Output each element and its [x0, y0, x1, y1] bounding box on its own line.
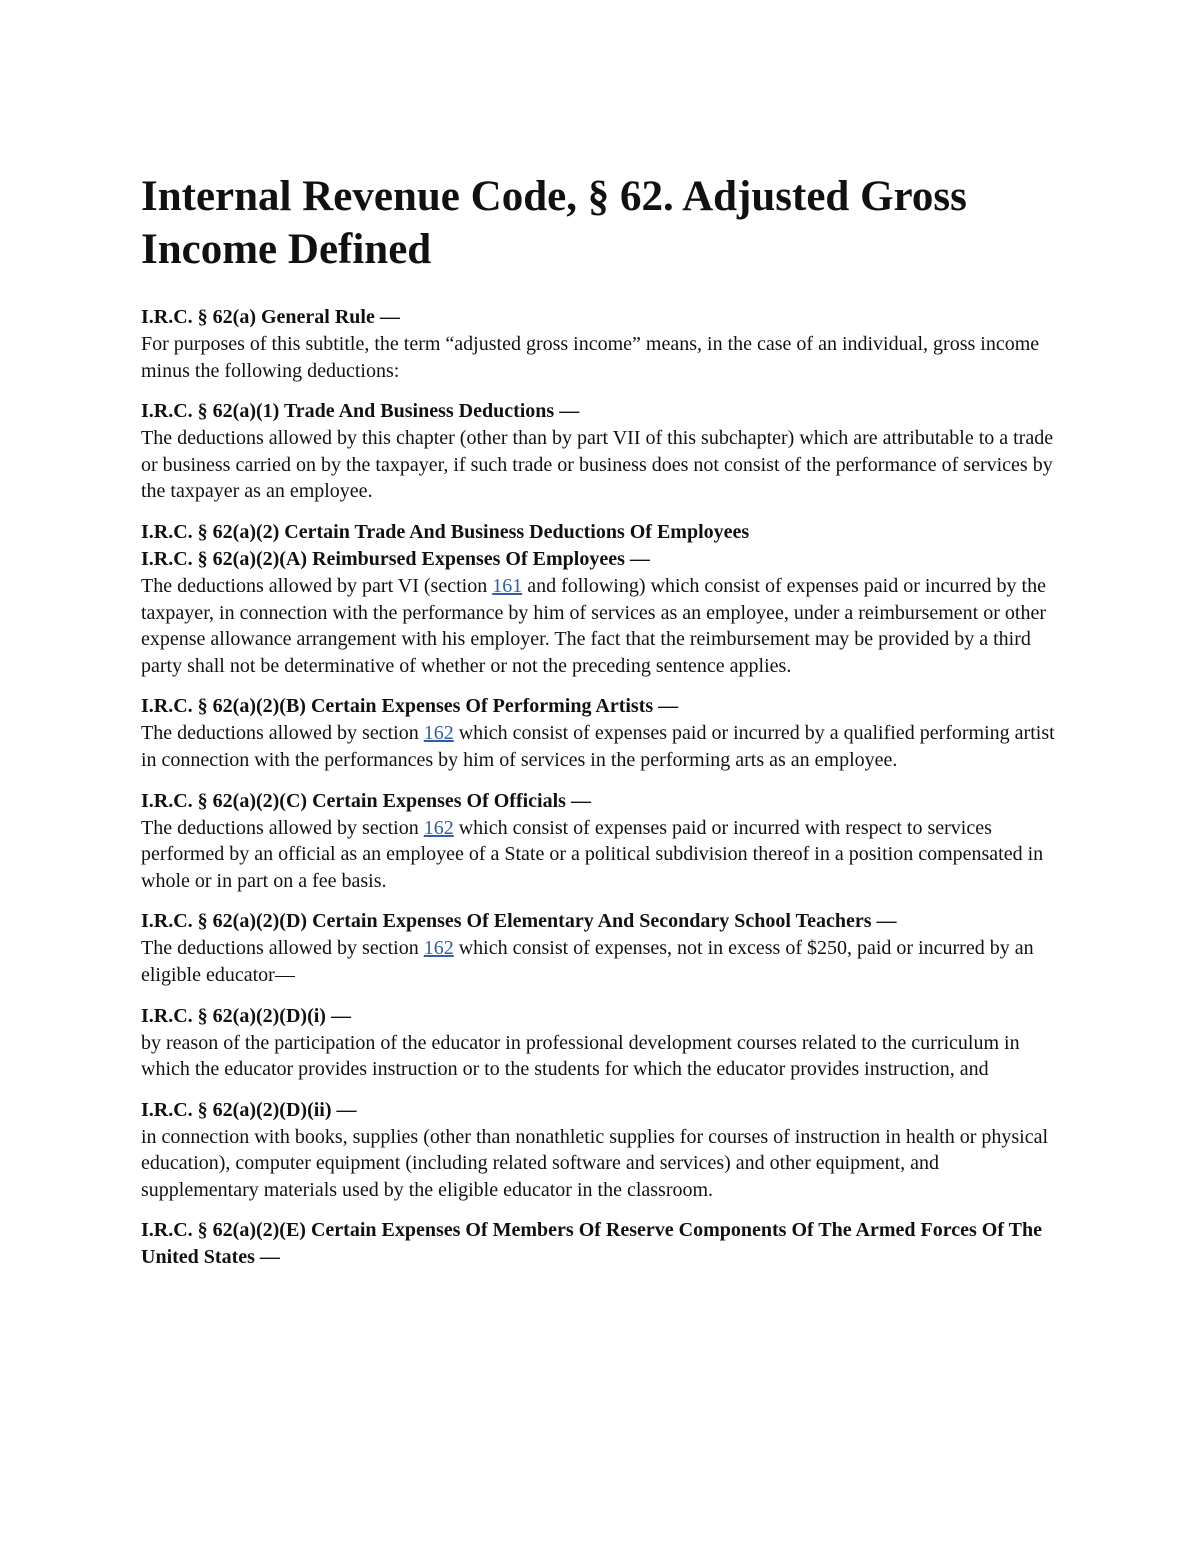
body-text: which consist of expenses paid or incurred by a qualified performing artist in connection with the performances by him of services in the performing arts as an employee. [141, 722, 1055, 771]
section-heading: I.R.C. § 62(a)(2)(D)(ii) — [141, 1098, 357, 1121]
section-body [141, 815, 1061, 895]
section-62a2C [141, 788, 1061, 895]
body-text: which consist of expenses paid or incurred with respect to services performed by an official as an employee of a State or a political subdivision thereof in a position compensated in whole or in part on a fee basis. [141, 816, 1044, 892]
section-62a2Di [141, 1003, 1061, 1083]
body-text: The deductions allowed by section [141, 937, 424, 960]
section-heading: I.R.C. § 62(a)(2) Certain Trade And Business Deductions Of Employees [141, 520, 750, 543]
section-heading: I.R.C. § 62(a)(1) Trade And Business Deductions — [141, 400, 580, 423]
document-page [141, 170, 1061, 1285]
section-heading: I.R.C. § 62(a)(2)(D) Certain Expenses Of Elementary And Secondary School Teachers — [141, 910, 897, 933]
section-heading: I.R.C. § 62(a)(2)(A) Reimbursed Expenses Of Employees — [141, 547, 650, 570]
section-body: by reason of the participation of the educator in professional development courses related to the curriculum in which the educator provides instruction or to the students for which the educator provides instruction, and [141, 1031, 1020, 1081]
section-heading: I.R.C. § 62(a)(2)(B) Certain Expenses Of Performing Artists — [141, 695, 679, 718]
section-162-link[interactable]: 162 [423, 937, 454, 960]
section-body [141, 935, 1061, 988]
body-text: The deductions allowed by section [141, 816, 424, 839]
section-heading: I.R.C. § 62(a)(2)(E) Certain Expenses Of Members Of Reserve Components Of The Armed Forces Of The United States — [141, 1219, 1042, 1269]
section-162-link[interactable]: 162 [423, 722, 454, 745]
section-62a [141, 304, 1061, 384]
section-62a2D [141, 908, 1061, 988]
body-text: The deductions allowed by section [141, 722, 424, 745]
section-62a2B [141, 693, 1061, 773]
section-heading: I.R.C. § 62(a)(2)(C) Certain Expenses Of Officials — [141, 789, 591, 812]
body-text: and following) which consist of expenses paid or incurred by the taxpayer, in connection with the performance by him of services as an employee, under a reimbursement or other expense allowance arrangement with his employer. The fact that the reimbursement may be provided by a third party shall not be determinative of whether or not the preceding sentence applies. [141, 574, 1046, 677]
section-body [141, 720, 1061, 773]
section-62a2E [141, 1217, 1061, 1271]
section-heading: I.R.C. § 62(a) General Rule — [141, 306, 400, 328]
section-62a2Dii [141, 1097, 1061, 1204]
section-heading: I.R.C. § 62(a)(2)(D)(i) — [141, 1004, 351, 1027]
body-text: which consist of expenses, not in excess of $250, paid or incurred by an eligible educator— [141, 937, 1034, 986]
section-body: For purposes of this subtitle, the term “adjusted gross income” means, in the case of an individual, gross income minus the following deductions: [141, 333, 1040, 382]
section-161-link[interactable]: 161 [492, 574, 523, 597]
section-body: in connection with books, supplies (other than nonathletic supplies for courses of instruction in health or physical education), computer equipment (including related software and services) and other equipment, and supplementary materials used by the eligible educator in the classroom. [141, 1125, 1049, 1201]
section-62a2 [141, 519, 1061, 546]
section-body: The deductions allowed by this chapter (other than by part VII of this subchapter) which are attributable to a trade or business carried on by the taxpayer, if such trade or business does not consist of the performance of services by the taxpayer as an employee. [141, 427, 1054, 503]
document-title: Internal Revenue Code, § 62. Adjusted Gross Income Defined [141, 173, 967, 273]
body-text: The deductions allowed by part VI (section [141, 574, 493, 597]
section-62a2A [141, 546, 1061, 679]
section-162-link[interactable]: 162 [423, 816, 454, 839]
section-body [141, 573, 1061, 679]
section-62a1 [141, 398, 1061, 505]
